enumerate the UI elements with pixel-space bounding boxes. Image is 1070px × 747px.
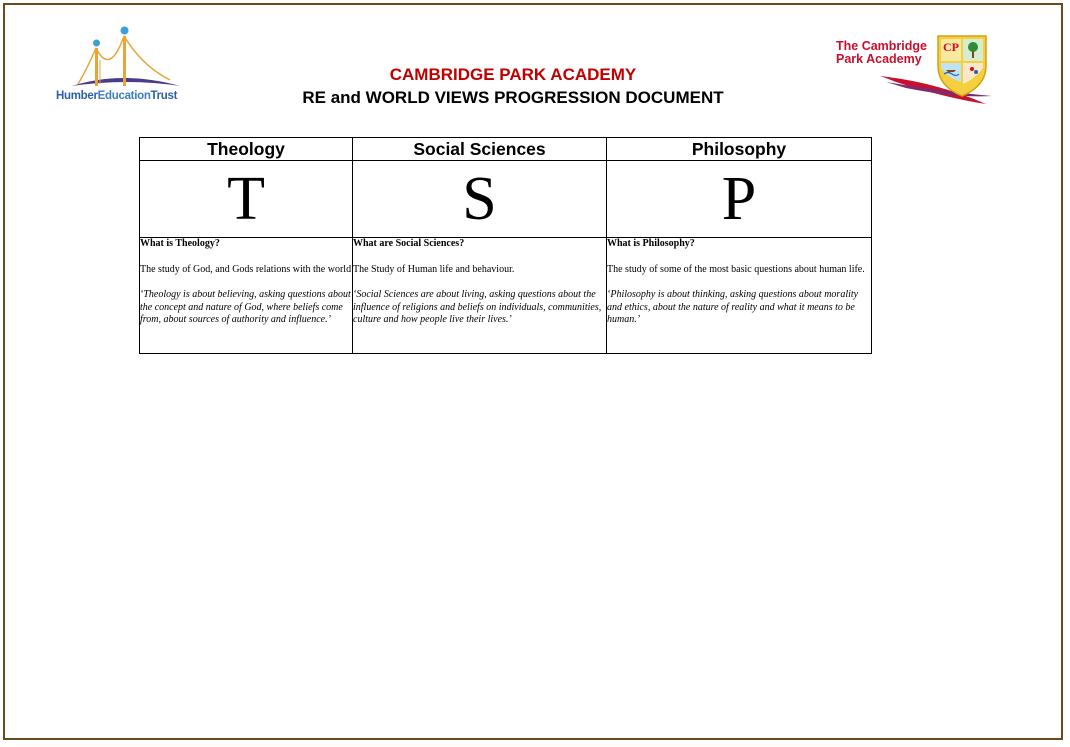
document-titles [0,64,1026,109]
social-sciences-question: What are Social Sciences? [353,238,465,249]
letter-s: S [353,161,607,238]
theology-question: What is Theology? [140,238,220,249]
page-title: CAMBRIDGE PARK ACADEMY [389,65,637,84]
letter-t: T [140,161,353,238]
column-heading-social-sciences: Social Sciences [353,138,607,161]
philosophy-question: What is Philosophy? [607,238,695,249]
philosophy-quote: ‘Philosophy is about thinking, asking questions about morality and ethics, about the nature of reality and what it means to be human.’ [607,289,859,326]
page-frame [3,3,1063,740]
theology-description [140,238,353,354]
tsp-table [139,137,872,354]
description-row [140,238,872,354]
page-subtitle: RE and WORLD VIEWS PROGRESSION DOCUMENT [302,88,724,107]
brand-wordmark: HumberEducationTrust [56,90,178,102]
theology-quote: ‘Theology is about believing, asking questions about the concept and nature of God, where beliefs come from, about sources of authority and influence.’ [140,289,351,326]
letter-row [140,161,872,238]
column-heading-philosophy: Philosophy [607,138,872,161]
theology-definition: The study of God, and Gods relations with the world [140,263,352,275]
letter-p: P [607,161,872,238]
column-heading-theology: Theology [140,138,353,161]
school-name: The Cambridge Park Academy [836,39,927,66]
table-header-row [140,138,872,161]
social-sciences-definition: The Study of Human life and behaviour. [353,263,515,275]
philosophy-description [607,238,872,354]
crest-initials: CP [943,40,959,54]
philosophy-definition: The study of some of the most basic questions about human life. [607,263,865,275]
social-sciences-quote: ‘Social Sciences are about living, asking questions about the influence of religions and beliefs on individuals, communities, culture and how people live their lives.’ [353,289,602,326]
social-sciences-description [353,238,607,354]
